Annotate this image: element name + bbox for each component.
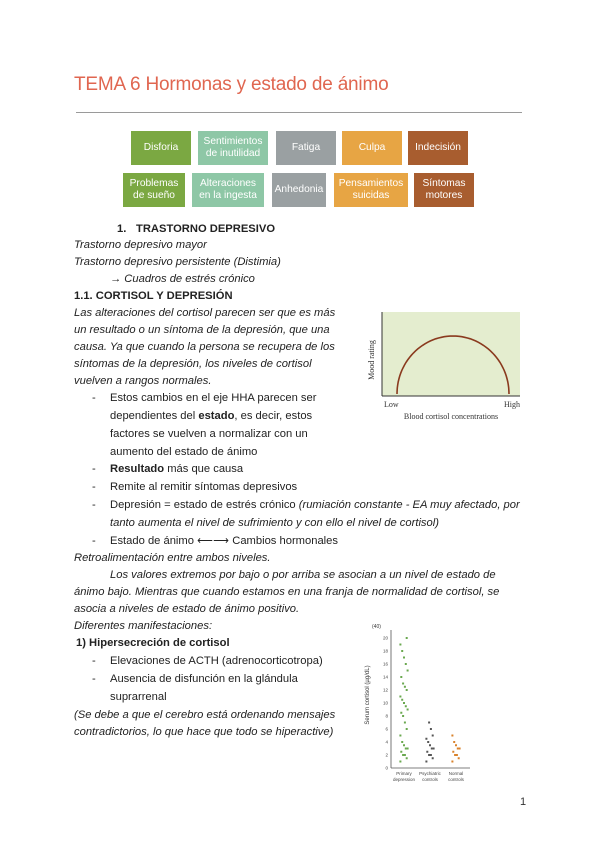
bullet-text: factores se vuelven a normalizar con un — [110, 428, 308, 440]
bullet-dash: - — [92, 673, 96, 685]
chart2-point — [457, 748, 459, 750]
chart2-point — [400, 751, 402, 753]
bullet-text-part: más que causa — [164, 463, 244, 475]
chart2-ytick: 8 — [385, 713, 388, 719]
chart2-ytick: 4 — [385, 739, 388, 745]
chart2-point — [405, 663, 407, 665]
chart2-point — [454, 754, 456, 756]
chart1-xlabel: Blood cortisol concentrations — [403, 412, 499, 421]
chart2-point — [458, 757, 460, 759]
chart2-point — [401, 650, 403, 652]
bullet-bold: estado — [198, 410, 235, 422]
bullet-text: aumento del estado de ánimo — [110, 446, 258, 458]
bullet-dash: - — [92, 535, 96, 547]
section-1-1-heading: 1.1. CORTISOL Y DEPRESIÓN — [74, 290, 233, 302]
chart2-ytick: 2 — [385, 752, 388, 758]
chart2-point — [405, 748, 407, 750]
bullet-text-part: Depresión = estado de estrés crónico — [110, 499, 299, 511]
chart2-point — [404, 686, 406, 688]
chart2-point — [432, 757, 434, 759]
text-line: → Cuadros de estrés crónico — [110, 273, 255, 285]
text-line: contradictorios, lo que hace que todo se hiperactive) — [74, 726, 334, 738]
bullet-text — [110, 498, 520, 513]
bullet-dash: - — [92, 481, 96, 493]
chart2-point — [407, 748, 409, 750]
bullet-text: Remite al remitir síntomas depresivos — [110, 481, 298, 493]
chart2-ylabel: Serum cortisol (µg/dL) — [365, 665, 371, 725]
chart2-point — [399, 761, 401, 763]
bullet-dash: - — [92, 463, 96, 475]
bullet-text: Ausencia de disfunción en la glándula — [110, 673, 298, 685]
bullet-text: suprarrenal — [110, 691, 167, 703]
chart2-ytick: 14 — [382, 674, 388, 680]
paragraph-line: asocia a niveles de estado de ánimo positivo. — [74, 603, 300, 615]
bullet-dash: - — [92, 499, 96, 511]
chart2-point — [429, 744, 431, 746]
chart2-point — [425, 738, 427, 740]
chart2-point — [425, 761, 427, 763]
chart2-point — [406, 689, 408, 691]
chart2-category-label: controls — [448, 777, 464, 782]
bullet-text-part: dependientes del — [110, 410, 199, 422]
chart2-category-label: Psychiatric — [419, 771, 441, 776]
chart2-point — [452, 751, 454, 753]
chart2-ytick: 12 — [382, 687, 388, 693]
chart2-category-label: depression — [392, 777, 416, 782]
chart2-point — [405, 705, 407, 707]
chart2-point — [459, 748, 461, 750]
paragraph-line: causa. Ya que cuando la persona se recupera de los — [74, 341, 335, 353]
subsection-heading: 1) Hipersecreción de cortisol — [76, 637, 230, 649]
chart2-point — [433, 748, 435, 750]
chart2-ytick: 16 — [382, 661, 388, 667]
chart2-point — [451, 761, 453, 763]
chart2-point — [401, 699, 403, 701]
chart2-point — [428, 754, 430, 756]
title-divider — [76, 112, 522, 113]
bullet-dash: - — [92, 392, 96, 404]
chart2-point — [404, 754, 406, 756]
chart2-point — [432, 735, 434, 737]
chart2-ytick: 0 — [385, 765, 388, 771]
text-line: Trastorno depresivo mayor — [74, 239, 207, 251]
chart2-point — [403, 744, 405, 746]
chart2-point — [399, 644, 401, 646]
symptom-box: Indecisión — [408, 131, 468, 165]
text-line: Trastorno depresivo persistente (Distimia) — [74, 256, 281, 268]
chart2-point — [404, 722, 406, 724]
chart2-point — [407, 709, 409, 711]
symptom-box: Alteraciones en la ingesta — [192, 173, 264, 207]
bullet-dash: - — [92, 655, 96, 667]
chart2-point — [403, 702, 405, 704]
chart1-plot-bg — [382, 312, 520, 396]
chart2-top-label: (40) — [372, 624, 381, 630]
bullet-italic: (rumiación constante - EA muy afectado, por — [298, 499, 520, 511]
text-line: Retroalimentación entre ambos niveles. — [74, 552, 271, 564]
symptom-box: Fatiga — [276, 131, 336, 165]
paragraph-line: Los valores extremos por bajo o por arriba se asocian a un nivel de estado de — [110, 569, 496, 581]
chart2-point — [402, 683, 404, 685]
chart2-point — [400, 712, 402, 714]
paragraph-line: vuelven a rangos normales. — [74, 375, 212, 387]
chart2-point — [455, 744, 457, 746]
chart2-point — [406, 757, 408, 759]
chart2-point — [403, 657, 405, 659]
paragraph-line: síntomas de la depresión, los niveles de cortisol — [74, 358, 312, 370]
chart2-point — [399, 735, 401, 737]
text-line: (Se debe a que el cerebro está ordenando mensajes — [74, 709, 336, 721]
text-line: Diferentes manifestaciones: — [74, 620, 213, 632]
chart2-point — [428, 722, 430, 724]
bullet-text — [110, 409, 312, 424]
bullet-text: tanto aumenta el nivel de sufrimiento y con ello el nivel de cortisol) — [110, 517, 439, 529]
chart2-ytick: 20 — [382, 635, 388, 641]
chart2-point — [430, 728, 432, 730]
chart2-category-label: controls — [422, 777, 438, 782]
chart2-point — [431, 748, 433, 750]
chart2-point — [426, 751, 428, 753]
chart1-xtick-low: Low — [384, 400, 399, 409]
chart2-ytick: 6 — [385, 726, 388, 732]
chart2-category-label: Normal — [448, 771, 464, 776]
section-1-heading: TRASTORNO DEPRESIVO — [136, 223, 276, 235]
chart2-category-label: Primary — [396, 771, 412, 776]
chart1-xtick-high: High — [504, 400, 520, 409]
chart1-ylabel: Mood rating — [367, 340, 376, 380]
chart2-point — [430, 754, 432, 756]
bullet-text: Estos cambios en el eje HHA parecen ser — [110, 392, 317, 404]
page-number: 1 — [520, 796, 527, 808]
symptom-box: Culpa — [342, 131, 402, 165]
symptom-box: Síntomas motores — [414, 173, 474, 207]
chart2-point — [456, 754, 458, 756]
symptom-box: Disforia — [131, 131, 191, 165]
paragraph-line: ánimo bajo. Mientras que cuando estamos en una franja de normalidad de cortisol, se — [74, 586, 500, 598]
chart2-point — [453, 741, 455, 743]
chart2-point — [406, 728, 408, 730]
chart2-point — [399, 696, 401, 698]
chart2-point — [401, 741, 403, 743]
bullet-text-part: , es decir, estos — [234, 410, 313, 422]
chart2-point — [402, 754, 404, 756]
mood-cortisol-chart — [364, 308, 524, 428]
section-1-number: 1. — [117, 223, 127, 235]
chart2-point — [427, 741, 429, 743]
symptom-box: Anhedonia — [272, 173, 326, 207]
bullet-text: Elevaciones de ACTH (adrenocorticotropa) — [110, 655, 323, 667]
chart2-point — [406, 637, 408, 639]
chart2-point — [451, 735, 453, 737]
symptom-box: Pensamientos suicidas — [334, 173, 408, 207]
chart2-point — [407, 670, 409, 672]
bullet-text — [110, 462, 243, 477]
chart2-ytick: 18 — [382, 648, 388, 654]
chart2-point — [400, 676, 402, 678]
chart2-point — [402, 715, 404, 717]
bullet-bold: Resultado — [110, 463, 165, 475]
paragraph-line: un resultado o un síntoma de la depresión, que una — [74, 324, 330, 336]
symptom-box: Sentimientos de inutilidad — [198, 131, 268, 165]
symptom-box: Problemas de sueño — [123, 173, 185, 207]
chart2-ytick: 10 — [382, 700, 388, 706]
cortisol-scatter-chart — [364, 620, 474, 785]
bullet-text: Estado de ánimo ⟵⟶ Cambios hormonales — [110, 535, 338, 547]
paragraph-line: Las alteraciones del cortisol parecen ser que es más — [74, 307, 336, 319]
page-title: TEMA 6 Hormonas y estado de ánimo — [74, 74, 389, 95]
